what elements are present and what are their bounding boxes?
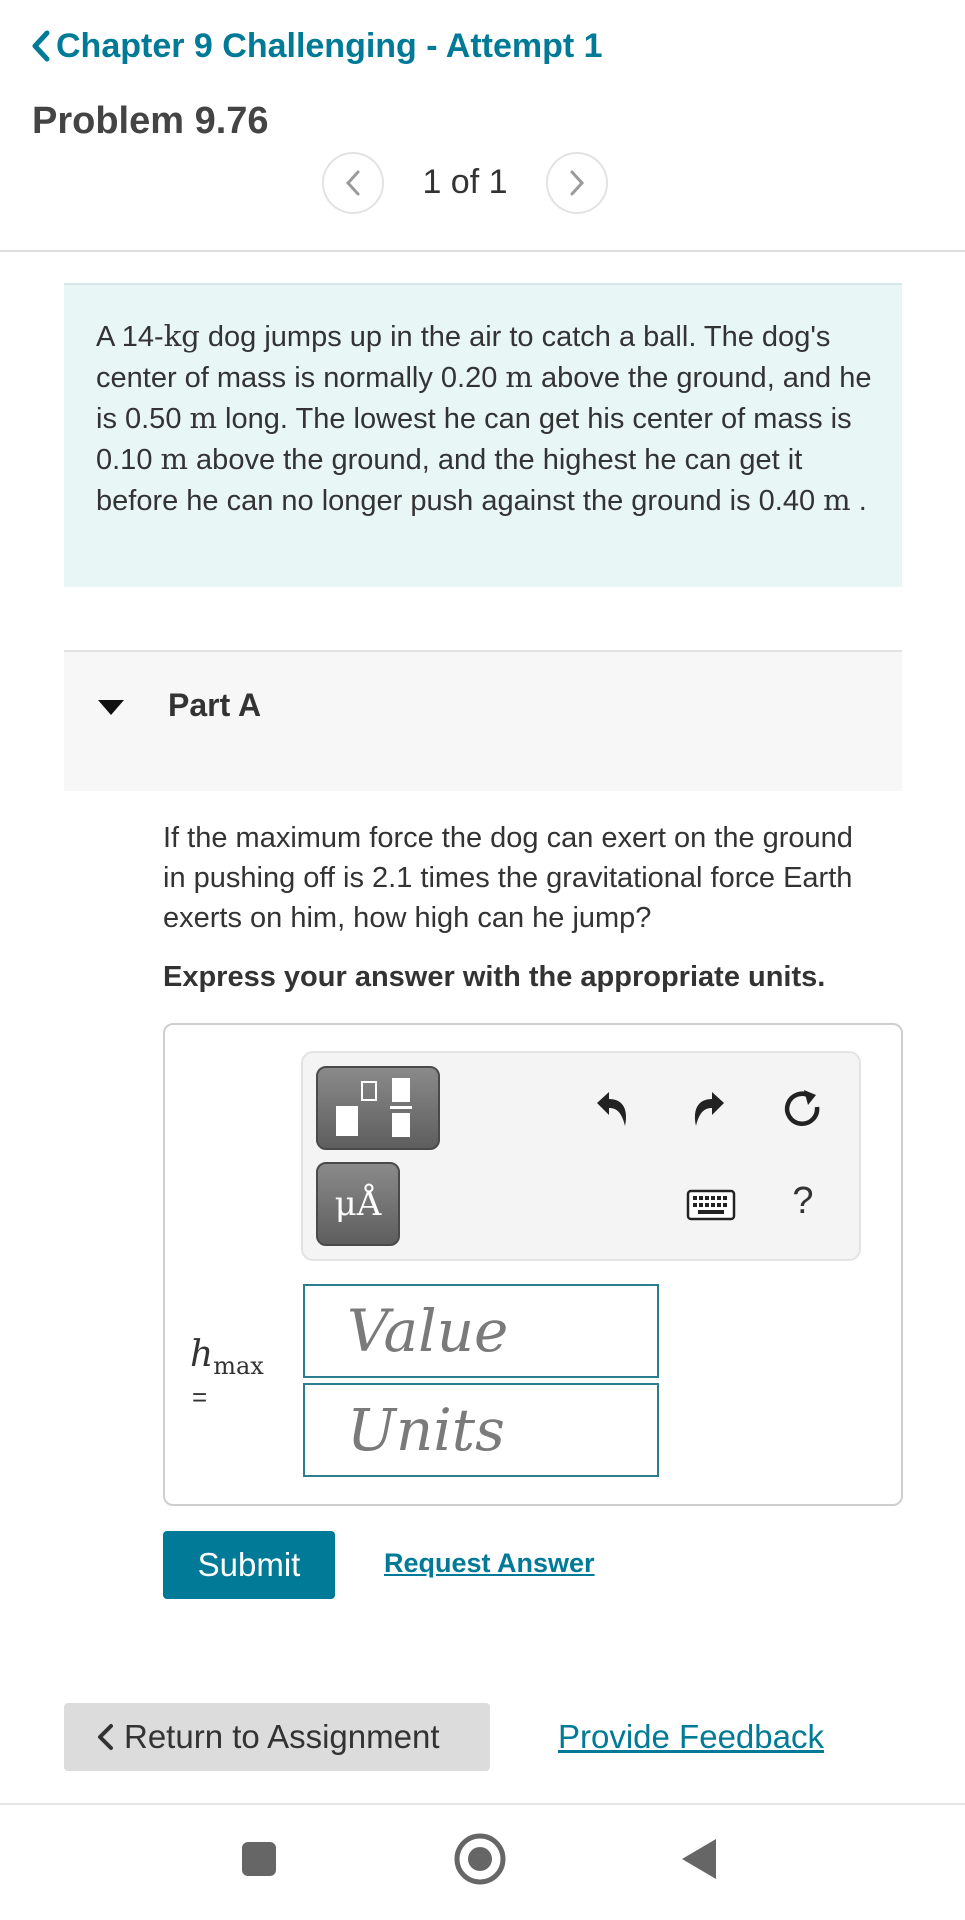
answer-variable-label: $h_{max}$ bbox=[190, 1334, 264, 1381]
back-link-label: Chapter 9 Challenging - Attempt 1 bbox=[56, 26, 603, 65]
submit-button[interactable]: Submit bbox=[163, 1531, 335, 1599]
units-input[interactable] bbox=[303, 1383, 659, 1477]
undo-icon bbox=[593, 1089, 633, 1129]
back-triangle-icon[interactable] bbox=[678, 1836, 718, 1882]
chevron-right-icon bbox=[568, 169, 586, 197]
previous-problem-button[interactable] bbox=[322, 152, 384, 214]
undo-button[interactable] bbox=[591, 1087, 635, 1131]
redo-icon bbox=[688, 1089, 728, 1129]
question-text: If the maximum force the dog can exert on the ground in pushing off is 2.1 times the gravitational force Earth exerts on him, how high can he jump? bbox=[163, 822, 853, 934]
back-to-chapter-link[interactable] bbox=[30, 22, 603, 70]
next-problem-button[interactable] bbox=[546, 152, 608, 214]
problem-intro-text: A 14-kg dog jumps up in the air to catch a ball. The dog's center of mass is normally 0.20 m above the ground, and he is 0.50 m long. The lowest he can get his center of mass is 0.10 m above the ground, and the highest he can get it before he can no longer push against the ground is 0.40 m . bbox=[96, 319, 872, 517]
recent-apps-icon[interactable] bbox=[240, 1840, 278, 1878]
answer-instruction: Express your answer with the appropriate units. bbox=[163, 961, 826, 993]
return-label: Return to Assignment bbox=[124, 1718, 440, 1755]
equals-sign: = bbox=[192, 1382, 208, 1412]
reset-icon bbox=[782, 1088, 824, 1130]
reset-button[interactable] bbox=[781, 1087, 825, 1131]
home-icon[interactable] bbox=[453, 1832, 507, 1886]
templates-button[interactable] bbox=[316, 1066, 440, 1150]
part-title: Part A bbox=[168, 687, 262, 723]
chevron-left-icon bbox=[30, 30, 52, 62]
fraction-template-icon bbox=[318, 1068, 438, 1148]
help-button[interactable]: ? bbox=[792, 1180, 814, 1222]
chevron-left-icon bbox=[344, 169, 362, 197]
provide-feedback-link[interactable]: Provide Feedback bbox=[558, 1718, 824, 1755]
return-to-assignment-button[interactable] bbox=[64, 1703, 490, 1771]
footer-divider bbox=[0, 1803, 965, 1805]
problem-title: Problem 9.76 bbox=[32, 100, 269, 142]
request-answer-link[interactable]: Request Answer bbox=[384, 1548, 595, 1578]
redo-button[interactable] bbox=[686, 1087, 730, 1131]
header-divider bbox=[0, 250, 965, 252]
caret-down-icon[interactable] bbox=[96, 697, 126, 717]
units-button[interactable] bbox=[316, 1162, 400, 1246]
pager-indicator: 1 of 1 bbox=[422, 163, 508, 201]
keyboard-icon bbox=[686, 1187, 736, 1223]
chevron-left-icon bbox=[96, 1723, 114, 1751]
value-input[interactable] bbox=[303, 1284, 659, 1378]
keyboard-button[interactable] bbox=[686, 1187, 736, 1223]
units-button-label: μÅ bbox=[334, 1184, 382, 1224]
